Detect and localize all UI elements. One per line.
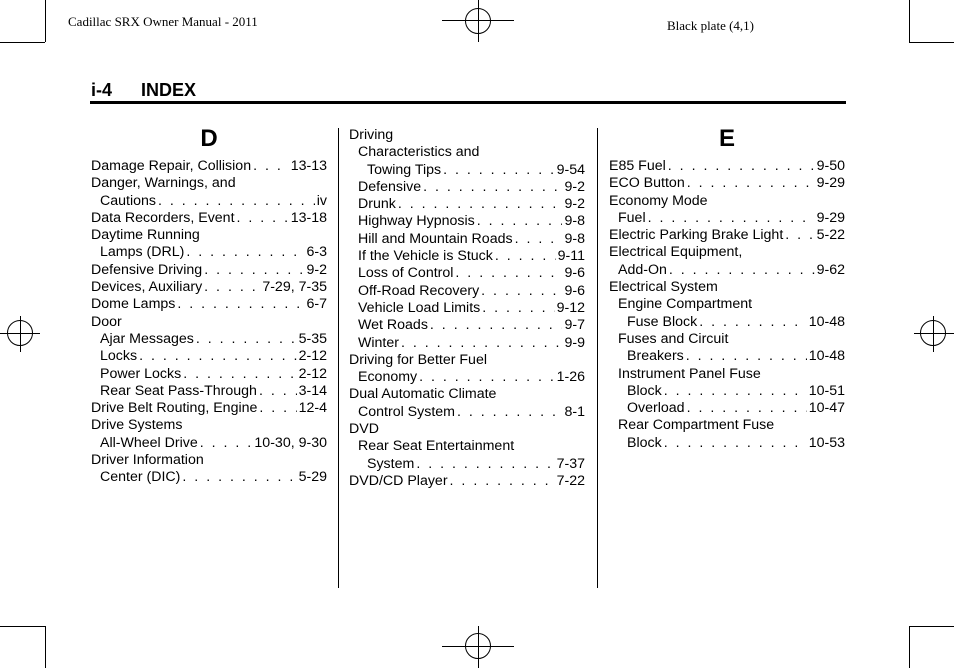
entry-text: Rear Compartment Fuse xyxy=(618,417,775,434)
index-entry xyxy=(349,283,585,300)
entry-page-ref[interactable]: 13-13 xyxy=(290,158,327,174)
index-entry xyxy=(609,244,845,261)
index-entry xyxy=(609,400,845,417)
entry-text: Lamps (DRL) xyxy=(100,244,185,261)
index-entry xyxy=(349,404,585,421)
entry-page-ref[interactable]: iv xyxy=(316,192,327,209)
index-entry xyxy=(349,300,585,317)
index-entry xyxy=(91,383,327,400)
index-entry xyxy=(91,175,327,192)
dot-leader xyxy=(687,175,815,192)
entry-text: Damage Repair, Collision xyxy=(91,158,252,174)
index-entry xyxy=(349,231,585,248)
index-entry xyxy=(91,193,327,210)
entry-text: Highway Hypnosis xyxy=(358,213,475,230)
entry-text: Drive Systems xyxy=(91,417,183,434)
entry-text: Control System xyxy=(358,403,455,420)
entry-page-ref[interactable]: 6-3 xyxy=(306,244,327,261)
entry-text: Ajar Messages xyxy=(100,330,194,347)
entry-text: Daytime Running xyxy=(91,227,200,244)
index-entry xyxy=(349,473,585,490)
index-entry xyxy=(609,158,845,175)
dot-leader xyxy=(495,248,556,265)
entry-page-ref[interactable]: 9-9 xyxy=(564,334,585,351)
entry-page-ref[interactable]: 9-7 xyxy=(564,317,585,334)
index-entry xyxy=(349,248,585,265)
entry-text: Electrical System xyxy=(609,279,718,296)
dot-leader xyxy=(648,210,815,227)
crop-mark xyxy=(0,42,45,43)
entry-text: Cautions xyxy=(100,192,156,209)
entry-text: Defensive Driving xyxy=(91,261,203,278)
entry-text: Dual Automatic Climate xyxy=(349,386,497,403)
entry-text: Center (DIC) xyxy=(100,469,181,486)
dot-leader xyxy=(430,317,563,334)
index-entry xyxy=(349,421,585,438)
entry-text: Driving for Better Fuel xyxy=(349,351,487,368)
entry-page-ref[interactable]: 9-8 xyxy=(564,213,585,230)
entry-page-ref[interactable]: 9-62 xyxy=(816,261,845,278)
index-column-3 xyxy=(609,127,845,452)
entry-text: E85 Fuel xyxy=(609,158,666,174)
dot-leader xyxy=(443,162,554,179)
index-entry xyxy=(349,369,585,386)
crop-mark xyxy=(909,0,910,42)
entry-text: All-Wheel Drive xyxy=(100,434,198,451)
index-entry xyxy=(609,366,845,383)
dot-leader xyxy=(139,348,297,365)
section-letter: D xyxy=(200,125,218,152)
index-entry xyxy=(349,456,585,473)
entry-page-ref[interactable]: 9-6 xyxy=(564,282,585,299)
dot-leader xyxy=(196,331,297,348)
index-entry xyxy=(349,317,585,334)
entry-page-ref[interactable]: 7-37 xyxy=(556,455,585,472)
index-entry xyxy=(91,262,327,279)
entry-page-ref[interactable]: 5-29 xyxy=(298,469,327,486)
entry-text: System xyxy=(367,455,415,472)
index-entry xyxy=(349,265,585,282)
entry-text: Loss of Control xyxy=(358,265,454,282)
entry-text: Off-Road Recovery xyxy=(358,282,480,299)
index-entry xyxy=(91,314,327,331)
dot-leader xyxy=(455,265,562,282)
entry-page-ref[interactable]: 10-48 xyxy=(808,313,845,330)
dot-leader xyxy=(482,300,554,317)
crop-mark xyxy=(909,626,954,627)
entry-text: Drive Belt Routing, Engine xyxy=(91,400,258,417)
dot-leader xyxy=(204,262,304,279)
dot-leader xyxy=(237,210,289,227)
entry-page-ref[interactable]: 7-22 xyxy=(556,472,585,489)
index-entry xyxy=(609,193,845,210)
index-entry xyxy=(609,262,845,279)
entry-page-ref[interactable]: 9-2 xyxy=(564,196,585,213)
dot-leader xyxy=(477,213,563,230)
entry-page-ref[interactable]: 9-54 xyxy=(556,161,585,178)
entry-page-ref[interactable]: 9-50 xyxy=(816,158,845,174)
dot-leader xyxy=(416,456,554,473)
index-entry xyxy=(349,438,585,455)
entry-text: Wet Roads xyxy=(358,317,428,334)
entry-text: Towing Tips xyxy=(367,161,442,178)
entry-text: Door xyxy=(91,313,122,330)
dot-leader xyxy=(668,158,815,175)
entry-page-ref[interactable]: 9-6 xyxy=(564,265,585,282)
entry-text: Rear Seat Pass-Through xyxy=(100,382,257,399)
dot-leader xyxy=(253,158,289,175)
index-entry xyxy=(349,386,585,403)
entry-text: Fuel xyxy=(618,209,646,226)
index-entry xyxy=(349,196,585,213)
index-entry xyxy=(91,158,327,175)
dot-leader xyxy=(699,314,807,331)
entry-text: Characteristics and xyxy=(358,144,480,161)
entry-page-ref[interactable]: 9-8 xyxy=(564,230,585,247)
index-entry xyxy=(91,279,327,296)
index-entry xyxy=(91,331,327,348)
crop-mark xyxy=(45,626,46,668)
index-entry xyxy=(91,366,327,383)
entry-page-ref[interactable]: 5-35 xyxy=(298,330,327,347)
dot-leader xyxy=(687,400,807,417)
entry-text: Defensive xyxy=(358,178,422,195)
dot-leader xyxy=(259,400,296,417)
column-divider xyxy=(597,128,598,588)
index-entry xyxy=(609,314,845,331)
entry-text: Rear Seat Entertainment xyxy=(358,438,515,455)
dot-leader xyxy=(182,469,296,486)
entry-page-ref[interactable]: 9-2 xyxy=(564,178,585,195)
index-entry xyxy=(609,383,845,400)
dot-leader xyxy=(457,404,563,421)
dot-leader xyxy=(419,369,554,386)
index-entry xyxy=(609,227,845,244)
index-entry xyxy=(91,210,327,227)
index-entry xyxy=(91,435,327,452)
index-entry xyxy=(349,127,585,144)
index-entry xyxy=(609,435,845,452)
entry-text: Devices, Auxiliary xyxy=(91,279,203,296)
entry-page-ref[interactable]: 10-30, 9-30 xyxy=(254,434,327,451)
entry-page-ref[interactable]: 7-29, 7-35 xyxy=(262,279,327,296)
entry-text: Electric Parking Brake Light xyxy=(609,227,784,244)
index-entry xyxy=(349,352,585,369)
entry-text: Dome Lamps xyxy=(91,296,176,313)
entry-text: Drunk xyxy=(358,196,396,213)
entry-page-ref[interactable]: 10-51 xyxy=(808,382,845,399)
entry-page-ref[interactable]: 5-22 xyxy=(816,227,845,244)
dot-leader xyxy=(200,435,253,452)
entry-page-ref[interactable]: 12-4 xyxy=(298,400,327,417)
section-title: INDEX xyxy=(141,80,197,100)
entry-text: Danger, Warnings, and xyxy=(91,175,236,192)
entry-page-ref[interactable]: 9-2 xyxy=(306,261,327,278)
entry-text: ECO Button xyxy=(609,175,685,192)
entry-page-ref[interactable]: 9-11 xyxy=(557,248,585,265)
entry-text: Vehicle Load Limits xyxy=(358,299,481,316)
entry-text: Economy Mode xyxy=(609,192,708,209)
crop-mark xyxy=(45,0,46,42)
index-entry xyxy=(609,348,845,365)
entry-text: Instrument Panel Fuse xyxy=(618,365,761,382)
dot-leader xyxy=(785,227,814,244)
index-entry xyxy=(609,279,845,296)
dot-leader xyxy=(664,435,807,452)
entry-text: Locks xyxy=(100,348,138,365)
entry-page-ref[interactable]: 9-29 xyxy=(816,209,845,226)
plate-label: Black plate (4,1) xyxy=(667,18,754,33)
column-divider xyxy=(338,128,339,588)
entry-page-ref[interactable]: 9-12 xyxy=(556,299,585,316)
index-entry xyxy=(91,400,327,417)
manual-title: Cadillac SRX Owner Manual - 2011 xyxy=(68,14,258,29)
entry-text: DVD xyxy=(349,421,379,438)
dot-leader xyxy=(515,231,563,248)
dot-leader xyxy=(158,193,315,210)
dot-leader xyxy=(686,348,807,365)
dot-leader xyxy=(183,366,296,383)
index-entry xyxy=(609,210,845,227)
entry-text: Winter xyxy=(358,334,399,351)
index-entry xyxy=(349,213,585,230)
title-rule xyxy=(90,101,846,104)
index-entry xyxy=(91,417,327,434)
entry-text: Overload xyxy=(627,400,685,417)
entry-page-ref[interactable]: 2-12 xyxy=(298,365,327,382)
entry-page-ref[interactable]: 10-48 xyxy=(808,348,845,365)
page-number: i-4 xyxy=(91,80,113,100)
index-entry xyxy=(91,348,327,365)
index-entry xyxy=(609,175,845,192)
index-entry xyxy=(609,331,845,348)
entry-text: Electrical Equipment, xyxy=(609,244,743,261)
index-column-1 xyxy=(91,127,327,487)
dot-leader xyxy=(398,196,563,213)
section-letter: E xyxy=(718,125,735,152)
entry-page-ref[interactable]: 6-7 xyxy=(306,296,327,313)
index-entry xyxy=(609,296,845,313)
entry-text: Fuse Block xyxy=(627,313,698,330)
index-entry xyxy=(349,162,585,179)
entry-page-ref[interactable]: 10-53 xyxy=(808,434,845,451)
index-entry xyxy=(349,144,585,161)
dot-leader xyxy=(450,473,555,490)
entry-page-ref[interactable]: 13-18 xyxy=(290,209,327,226)
entry-page-ref[interactable]: 8-1 xyxy=(564,403,585,420)
dot-leader xyxy=(423,179,562,196)
dot-leader xyxy=(204,279,260,296)
entry-page-ref[interactable]: 1-26 xyxy=(556,369,585,386)
dot-leader xyxy=(186,244,304,261)
entry-text: If the Vehicle is Stuck xyxy=(358,248,493,265)
entry-text: Economy xyxy=(358,369,418,386)
crop-mark xyxy=(0,626,45,627)
crop-mark xyxy=(909,626,910,668)
dot-leader xyxy=(401,335,562,352)
dot-leader xyxy=(259,383,297,400)
index-entry xyxy=(91,227,327,244)
entry-text: Add-On xyxy=(618,261,667,278)
index-entry xyxy=(91,244,327,261)
page-title xyxy=(91,80,196,101)
dot-leader xyxy=(669,262,815,279)
entry-text: Block xyxy=(627,382,662,399)
index-entry xyxy=(91,452,327,469)
entry-text: Power Locks xyxy=(100,365,182,382)
index-entry xyxy=(609,417,845,434)
index-entry xyxy=(349,335,585,352)
entry-page-ref[interactable]: 9-29 xyxy=(816,175,845,192)
entry-text: Hill and Mountain Roads xyxy=(358,230,513,247)
entry-text: Driving xyxy=(349,127,394,143)
index-entry xyxy=(91,296,327,313)
dot-leader xyxy=(177,296,304,313)
crop-mark xyxy=(909,42,954,43)
dot-leader xyxy=(664,383,807,400)
entry-text: Driver Information xyxy=(91,452,204,469)
index-column-2 xyxy=(349,127,585,490)
entry-page-ref[interactable]: 10-47 xyxy=(808,400,845,417)
entry-text: Data Recorders, Event xyxy=(91,209,235,226)
entry-text: Breakers xyxy=(627,348,684,365)
entry-text: DVD/CD Player xyxy=(349,472,448,489)
index-entry xyxy=(349,179,585,196)
entry-text: Block xyxy=(627,434,662,451)
entry-page-ref[interactable]: 3-14 xyxy=(298,382,327,399)
entry-text: Fuses and Circuit xyxy=(618,330,729,347)
entry-page-ref[interactable]: 2-12 xyxy=(298,348,327,365)
dot-leader xyxy=(481,283,562,300)
entry-text: Engine Compartment xyxy=(618,296,753,313)
index-entry xyxy=(91,469,327,486)
